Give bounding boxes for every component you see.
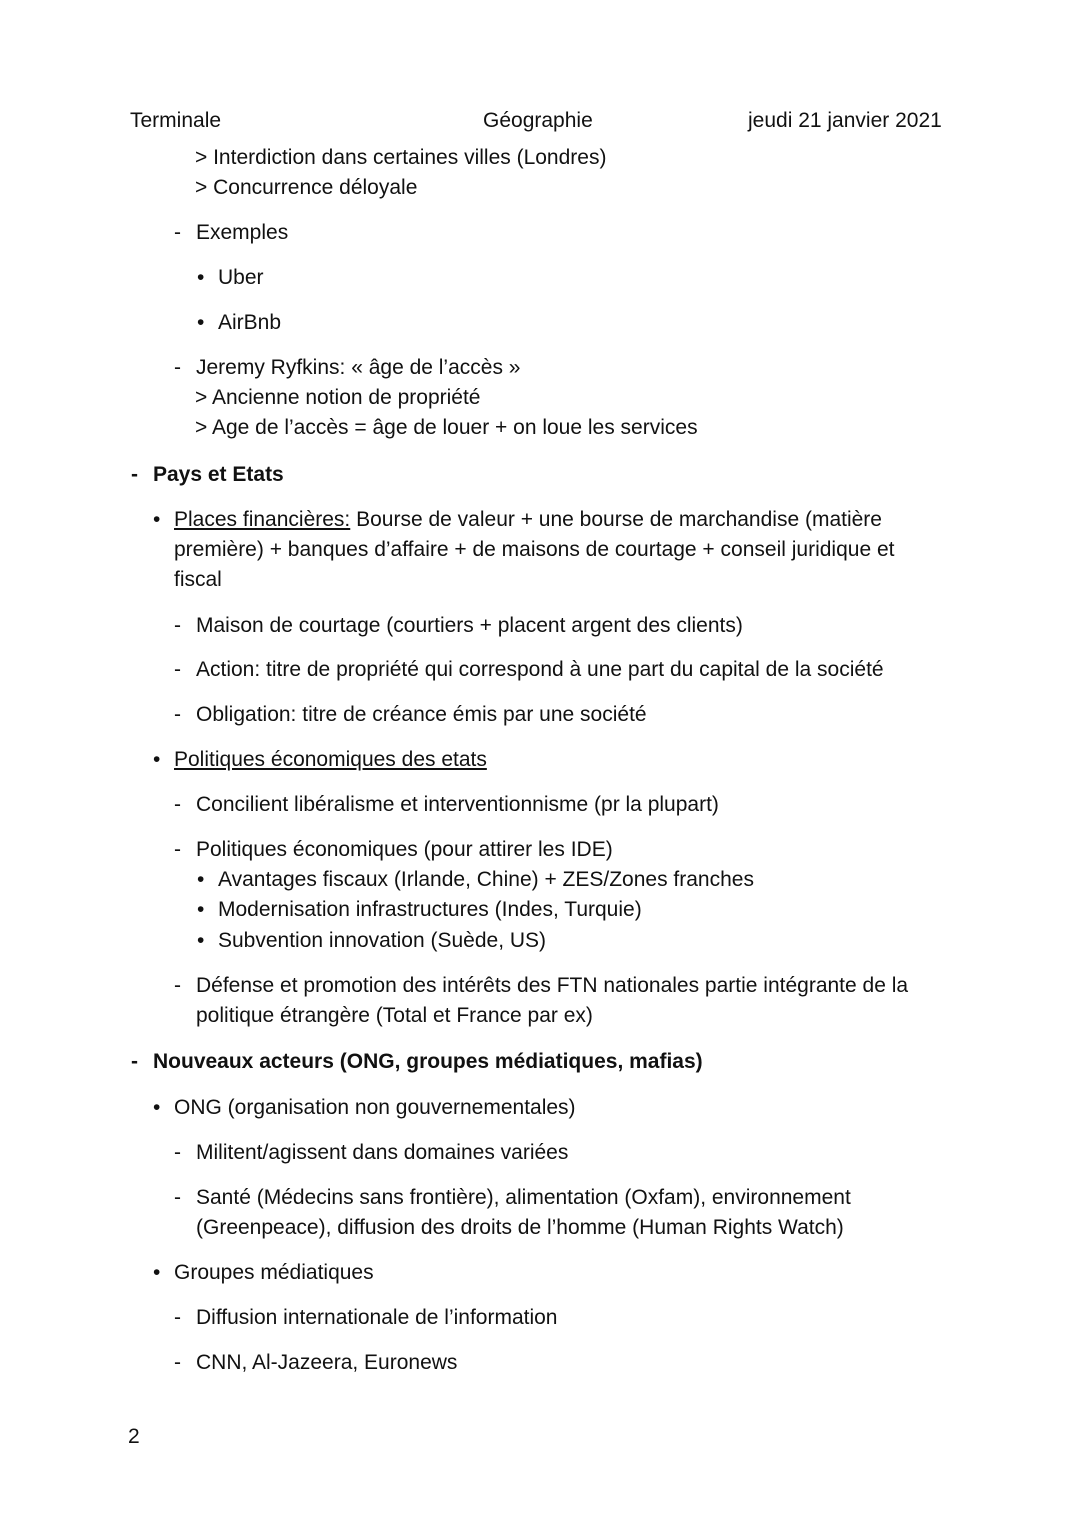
text-line: politique étrangère (Total et France par ex) [196,1004,593,1027]
bullet-marker: • [197,929,205,952]
dash-marker: - [174,614,181,637]
underlined-term: Places financières: [174,508,351,531]
dash-marker: - [174,974,181,997]
dash-marker: - [174,658,181,681]
dash-marker: - [174,1186,181,1209]
dash-marker: - [174,703,181,726]
list-item: Militent/agissent dans domaines variées [196,1141,569,1164]
dash-marker: - [174,1351,181,1374]
bullet-marker: • [197,311,205,334]
header-subject: Géographie [483,109,593,132]
bullet-marker: • [153,508,161,531]
list-item: Concilient libéralisme et interventionnisme (pr la plupart) [196,793,719,816]
list-item: Subvention innovation (Suède, US) [218,929,547,952]
text-line: première) + banques d’affaire + de maisons de courtage + conseil juridique et [174,538,895,561]
list-item: Obligation: titre de créance émis par une société [196,703,647,726]
dash-marker: - [174,356,181,379]
list-item: Uber [218,266,264,289]
dash-marker: - [174,838,181,861]
dash-marker: - [131,1050,138,1073]
sub-point: > Interdiction dans certaines villes (Londres) [195,146,607,169]
dash-marker: - [174,221,181,244]
list-item: Maison de courtage (courtiers + placent argent des clients) [196,614,743,637]
dash-marker: - [131,463,138,486]
bullet-marker: • [153,748,161,771]
header-date: jeudi 21 janvier 2021 [748,109,942,132]
dash-marker: - [174,1306,181,1329]
section-heading: Nouveaux acteurs (ONG, groupes médiatiques, mafias) [153,1050,703,1073]
dash-marker: - [174,1141,181,1164]
bullet-marker: • [153,1096,161,1119]
list-item: CNN, Al-Jazeera, Euronews [196,1351,458,1374]
list-item: Politiques économiques des etats [174,748,487,771]
list-item: Diffusion internationale de l’information [196,1306,558,1329]
list-item: Modernisation infrastructures (Indes, Turquie) [218,898,642,921]
list-item: Défense et promotion des intérêts des FTN nationales partie intégrante de la [196,974,909,997]
list-item: Politiques économiques (pour attirer les IDE) [196,838,613,861]
text-line: fiscal [174,568,222,591]
section-heading: Pays et Etats [153,463,284,486]
list-item: ONG (organisation non gouvernementales) [174,1096,576,1119]
list-item: Action: titre de propriété qui correspond à une part du capital de la société [196,658,884,681]
page-number: 2 [128,1425,140,1448]
list-item: Santé (Médecins sans frontière), alimentation (Oxfam), environnement [196,1186,851,1209]
bullet-marker: • [197,868,205,891]
sub-point: > Ancienne notion de propriété [195,386,481,409]
list-item [174,507,882,533]
header-class: Terminale [130,109,222,132]
list-item: AirBnb [218,311,282,334]
sub-point: > Concurrence déloyale [195,176,418,199]
list-item: Avantages fiscaux (Irlande, Chine) + ZES/Zones franches [218,868,754,891]
bullet-marker: • [153,1261,161,1284]
text-run: Bourse de valeur + une bourse de marchandise (matière [350,508,882,531]
bullet-marker: • [197,898,205,921]
text-line: (Greenpeace), diffusion des droits de l’homme (Human Rights Watch) [196,1216,844,1239]
list-item: Groupes médiatiques [174,1261,374,1284]
bullet-marker: • [197,266,205,289]
list-item: Exemples [196,221,289,244]
sub-point: > Age de l’accès = âge de louer + on loue les services [195,416,698,439]
dash-marker: - [174,793,181,816]
list-item: Jeremy Ryfkins: « âge de l’accès » [196,356,521,379]
